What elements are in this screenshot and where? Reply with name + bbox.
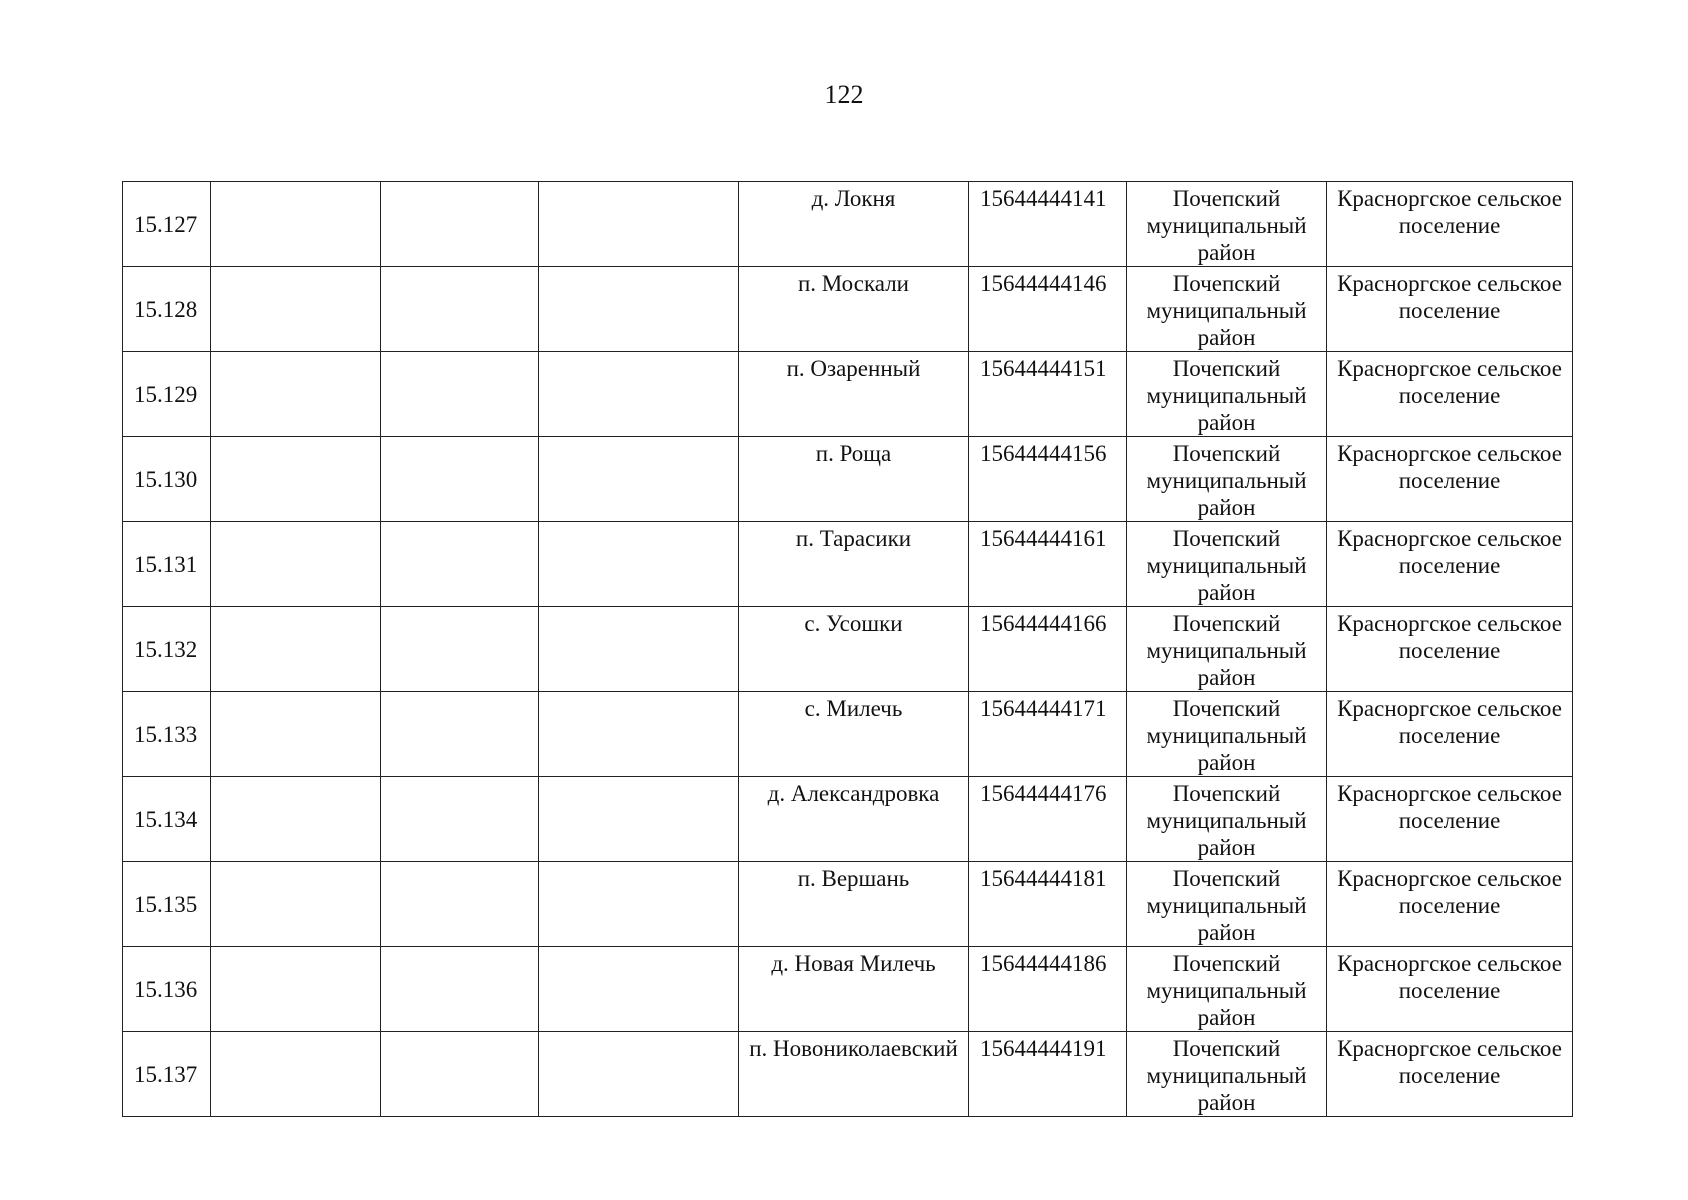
district-name: Почепский муниципальный район [1127,437,1327,522]
table-row [123,352,1573,437]
empty-cell [211,947,381,1032]
empty-cell [211,182,381,267]
district-name: Почепский муниципальный район [1127,777,1327,862]
municipality-name: Красноргское сельское поселение [1327,1032,1573,1117]
settlement-code: 15644444166 [969,607,1127,692]
empty-cell [211,437,381,522]
settlement-name: п. Москали [739,267,969,352]
row-number: 15.127 [123,182,211,267]
empty-cell [381,777,539,862]
empty-cell [381,1032,539,1117]
table-body [123,182,1573,1117]
table-row [123,862,1573,947]
settlement-code: 15644444141 [969,182,1127,267]
empty-cell [381,522,539,607]
empty-cell [539,352,739,437]
municipality-name: Красноргское сельское поселение [1327,437,1573,522]
empty-cell [211,522,381,607]
settlement-name: п. Роща [739,437,969,522]
district-name: Почепский муниципальный район [1127,522,1327,607]
district-name: Почепский муниципальный район [1127,1032,1327,1117]
row-number: 15.132 [123,607,211,692]
empty-cell [211,692,381,777]
settlement-code: 15644444161 [969,522,1127,607]
row-number: 15.131 [123,522,211,607]
settlement-name: с. Милечь [739,692,969,777]
empty-cell [539,862,739,947]
row-number: 15.135 [123,862,211,947]
table-row [123,947,1573,1032]
empty-cell [381,437,539,522]
settlement-code: 15644444151 [969,352,1127,437]
table-row [123,437,1573,522]
row-number: 15.134 [123,777,211,862]
settlement-code: 15644444181 [969,862,1127,947]
empty-cell [381,947,539,1032]
municipality-name: Красноргское сельское поселение [1327,777,1573,862]
table-row [123,182,1573,267]
district-name: Почепский муниципальный район [1127,947,1327,1032]
settlement-code: 15644444186 [969,947,1127,1032]
settlement-name: д. Александровка [739,777,969,862]
empty-cell [211,862,381,947]
table-row [123,1032,1573,1117]
empty-cell [539,692,739,777]
table-row [123,777,1573,862]
empty-cell [211,777,381,862]
empty-cell [539,182,739,267]
settlement-name: д. Новая Милечь [739,947,969,1032]
page-number: 122 [824,80,864,109]
municipality-name: Красноргское сельское поселение [1327,182,1573,267]
settlement-name: п. Вершань [739,862,969,947]
empty-cell [211,267,381,352]
settlement-code: 15644444191 [969,1032,1127,1117]
settlement-name: п. Новониколаевский [739,1032,969,1117]
district-name: Почепский муниципальный район [1127,692,1327,777]
empty-cell [381,182,539,267]
row-number: 15.128 [123,267,211,352]
empty-cell [211,352,381,437]
municipality-name: Красноргское сельское поселение [1327,692,1573,777]
municipality-name: Красноргское сельское поселение [1327,522,1573,607]
empty-cell [539,437,739,522]
municipality-name: Красноргское сельское поселение [1327,607,1573,692]
settlement-name: п. Озаренный [739,352,969,437]
table-row [123,522,1573,607]
municipality-name: Красноргское сельское поселение [1327,862,1573,947]
settlement-name: д. Локня [739,182,969,267]
empty-cell [381,607,539,692]
settlement-code: 15644444176 [969,777,1127,862]
empty-cell [539,777,739,862]
empty-cell [539,267,739,352]
table-row [123,692,1573,777]
settlement-code: 15644444171 [969,692,1127,777]
district-name: Почепский муниципальный район [1127,862,1327,947]
table-row [123,607,1573,692]
district-name: Почепский муниципальный район [1127,607,1327,692]
empty-cell [539,947,739,1032]
settlement-code: 15644444156 [969,437,1127,522]
district-name: Почепский муниципальный район [1127,352,1327,437]
settlement-name: п. Тарасики [739,522,969,607]
empty-cell [381,862,539,947]
row-number: 15.133 [123,692,211,777]
empty-cell [539,522,739,607]
settlement-name: с. Усошки [739,607,969,692]
district-name: Почепский муниципальный район [1127,182,1327,267]
district-name: Почепский муниципальный район [1127,267,1327,352]
settlements-table [122,181,1573,1117]
empty-cell [381,692,539,777]
row-number: 15.130 [123,437,211,522]
municipality-name: Красноргское сельское поселение [1327,947,1573,1032]
municipality-name: Красноргское сельское поселение [1327,352,1573,437]
empty-cell [211,1032,381,1117]
municipality-name: Красноргское сельское поселение [1327,267,1573,352]
row-number: 15.137 [123,1032,211,1117]
settlement-code: 15644444146 [969,267,1127,352]
empty-cell [381,352,539,437]
table-row [123,267,1573,352]
empty-cell [539,607,739,692]
empty-cell [211,607,381,692]
empty-cell [539,1032,739,1117]
empty-cell [381,267,539,352]
row-number: 15.136 [123,947,211,1032]
row-number: 15.129 [123,352,211,437]
